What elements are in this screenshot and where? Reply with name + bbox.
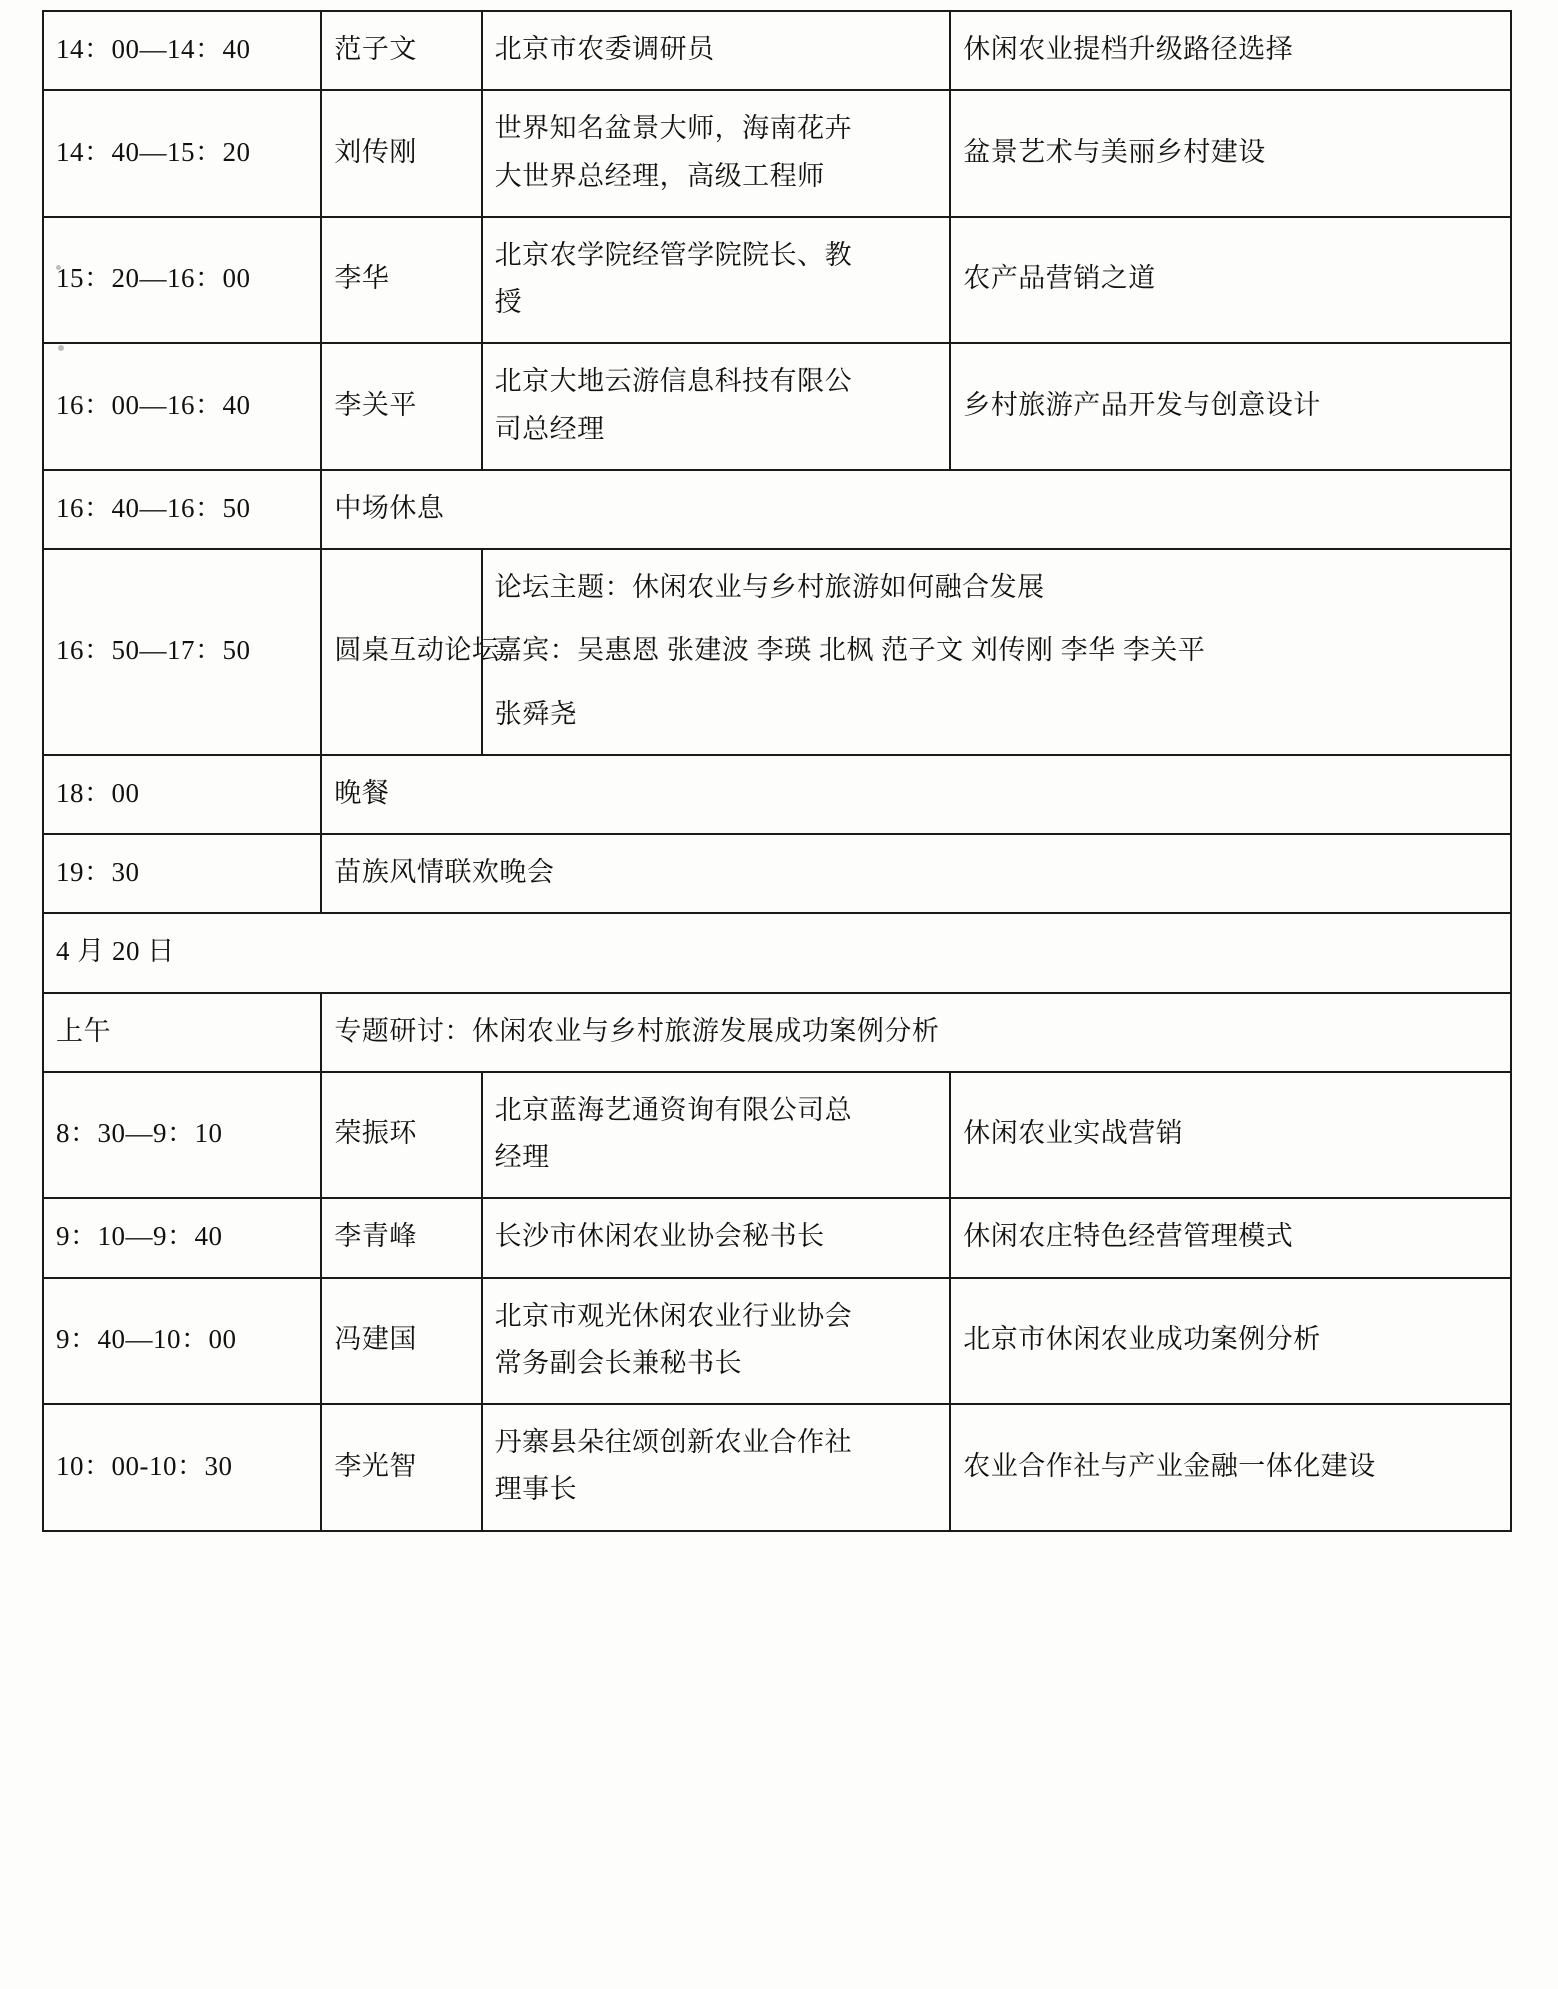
row-time: 19：30 (43, 834, 321, 913)
table-row (43, 343, 1511, 470)
row-person: 冯建国 (321, 1278, 481, 1405)
row-person: 李光智 (321, 1404, 481, 1531)
row-title-line: 北京大地云游信息科技有限公 (494, 366, 853, 397)
table-row-date (43, 913, 1511, 992)
row-title-line: 大世界总经理，高级工程师 (494, 160, 825, 191)
row-title (482, 1278, 951, 1405)
row-title-line: 长沙市休闲农业协会秘书长 (494, 1221, 825, 1252)
row-title (482, 11, 951, 90)
row-time: 10：00-10：30 (43, 1404, 321, 1531)
row-title (482, 217, 951, 344)
row-title (482, 90, 951, 217)
forum-line: 张舜尧 (494, 698, 578, 729)
row-title-line: 北京市农委调研员 (494, 34, 715, 64)
table-row (43, 755, 1511, 834)
row-title-line: 北京蓝海艺通资询有限公司总 (494, 1094, 853, 1125)
row-title-line: 北京农学院经管学院院长、教 (494, 239, 853, 270)
table-row (43, 11, 1511, 90)
row-title-line: 常务副会长兼秘书长 (494, 1347, 743, 1378)
table-row (43, 90, 1511, 217)
row-text: 中场休息 (321, 470, 1511, 549)
row-text: 晚餐 (321, 755, 1511, 834)
row-title-line: 世界知名盆景大师，海南花卉 (494, 113, 853, 144)
table-row (43, 834, 1511, 913)
row-person: 李青峰 (321, 1198, 481, 1277)
row-title (482, 1404, 951, 1531)
row-topic: 盆景艺术与美丽乡村建设 (950, 90, 1511, 217)
forum-content (482, 549, 1511, 755)
row-time: 14：00—14：40 (43, 11, 321, 90)
row-time: 8：30—9：10 (43, 1072, 321, 1199)
row-topic: 乡村旅游产品开发与创意设计 (950, 343, 1511, 470)
row-time: 16：00—16：40 (43, 343, 321, 470)
row-topic: 北京市休闲农业成功案例分析 (950, 1278, 1511, 1405)
row-time: 15：20—16：00 (43, 217, 321, 344)
forum-line: 嘉宾：吴惠恩 张建波 李瑛 北枫 范子文 刘传刚 李华 李关平 (494, 635, 1206, 666)
row-title-line: 理事长 (494, 1474, 578, 1505)
row-topic: 农业合作社与产业金融一体化建设 (950, 1404, 1511, 1531)
session-text: 专题研讨：休闲农业与乡村旅游发展成功案例分析 (321, 993, 1511, 1072)
row-title (482, 1072, 951, 1199)
row-text: 苗族风情联欢晚会 (321, 834, 1511, 913)
forum-line: 论坛主题：休闲农业与乡村旅游如何融合发展 (494, 572, 1045, 602)
table-row (43, 470, 1511, 549)
row-time: 18：00 (43, 755, 321, 834)
table-row-session (43, 993, 1511, 1072)
agenda-table (42, 10, 1512, 1532)
row-person: 李华 (321, 217, 481, 344)
row-title (482, 1198, 951, 1277)
row-topic: 休闲农庄特色经营管理模式 (950, 1198, 1511, 1277)
row-title-line: 司总经理 (494, 413, 605, 444)
row-person: 范子文 (321, 11, 481, 90)
table-row (43, 1198, 1511, 1277)
row-time: 16：50—17：50 (43, 549, 321, 755)
table-row (43, 549, 1511, 755)
table-row (43, 1072, 1511, 1199)
row-time: 9：40—10：00 (43, 1278, 321, 1405)
row-topic: 休闲农业实战营销 (950, 1072, 1511, 1199)
row-title (482, 343, 951, 470)
row-title-line: 北京市观光休闲农业行业协会 (494, 1300, 853, 1331)
agenda-sheet (42, 10, 1512, 1532)
row-person: 荣振环 (321, 1072, 481, 1199)
date-heading: 4 月 20 日 (43, 913, 1511, 992)
table-row (43, 1278, 1511, 1405)
row-time: 14：40—15：20 (43, 90, 321, 217)
row-time: 9：10—9：40 (43, 1198, 321, 1277)
row-person: 刘传刚 (321, 90, 481, 217)
row-time: 16：40—16：50 (43, 470, 321, 549)
row-person: 李关平 (321, 343, 481, 470)
table-row (43, 1404, 1511, 1531)
session-label: 上午 (43, 993, 321, 1072)
row-title-line: 丹寨县朵往颂创新农业合作社 (494, 1427, 853, 1457)
row-title-line: 经理 (494, 1142, 550, 1172)
row-person: 圆桌互动论坛 (321, 549, 481, 755)
table-row (43, 217, 1511, 344)
row-topic: 休闲农业提档升级路径选择 (950, 11, 1511, 90)
row-title-line: 授 (494, 287, 523, 317)
row-topic: 农产品营销之道 (950, 217, 1511, 344)
